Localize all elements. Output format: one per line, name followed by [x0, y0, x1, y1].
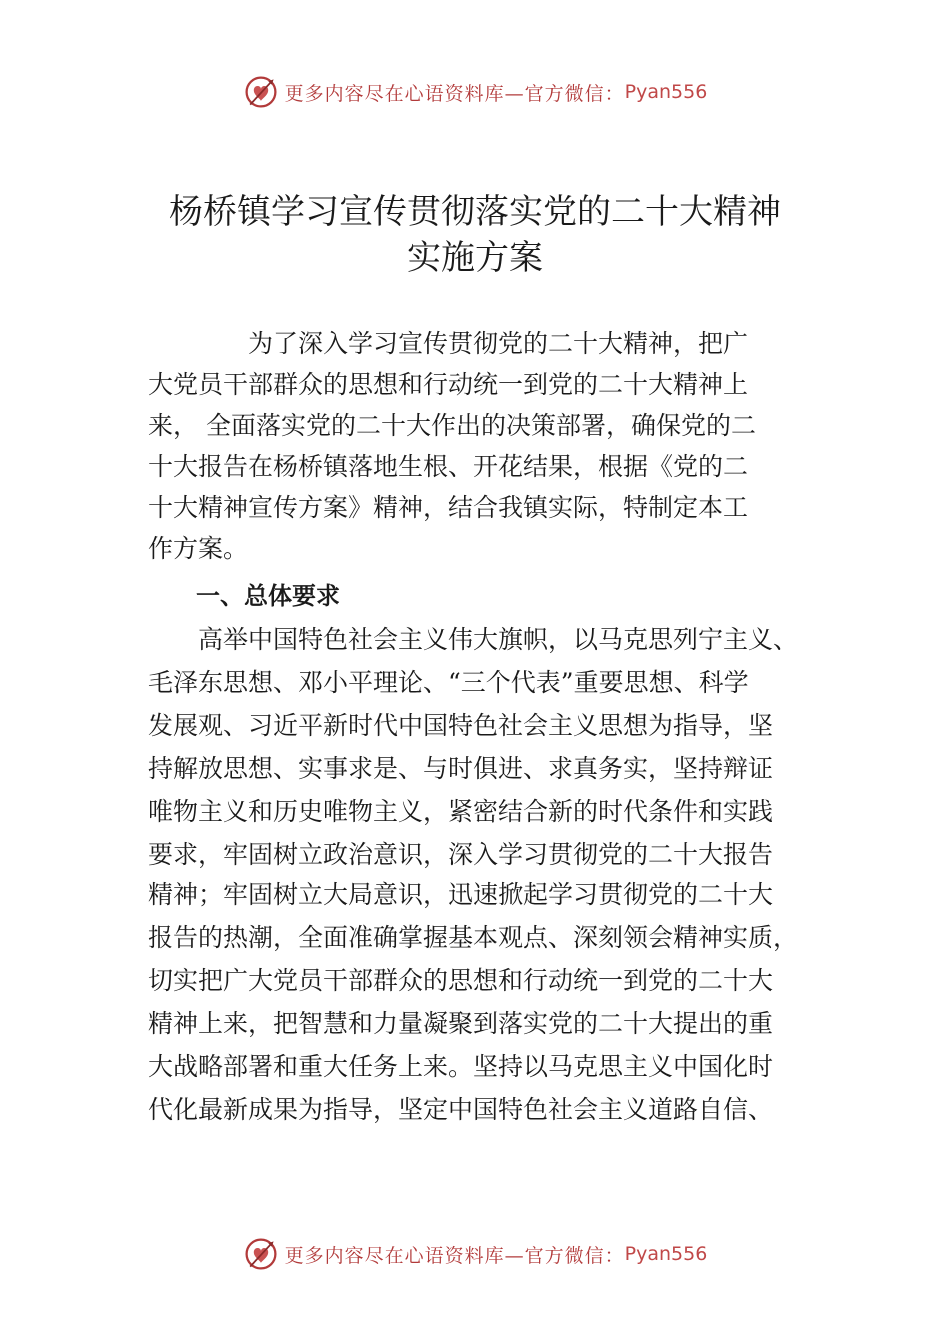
heart-quill-logo-icon: [243, 1236, 279, 1272]
body-line: 精神上来，把智慧和力量凝聚到落实党的二十大提出的重: [148, 1009, 774, 1038]
intro-line: 十大精神宣传方案》精神，结合我镇实际，特制定本工: [148, 493, 749, 522]
intro-line: 十大报告在杨桥镇落地生根、开花结果，根据《党的二: [148, 452, 749, 481]
header-banner: [0, 72, 950, 112]
body-line: 毛泽东思想、邓小平理论、“三个代表”重要思想、科学: [148, 668, 749, 697]
body-line: 发展观、习近平新时代中国特色社会主义思想为指导，坚: [148, 711, 774, 740]
section-heading: 一、总体要求: [196, 582, 340, 610]
heart-quill-logo-icon: [243, 74, 279, 110]
intro-line: 来， 全面落实党的二十大作出的决策部署，确保党的二: [148, 411, 756, 440]
body-line: 大战略部署和重大任务上来。坚持以马克思主义中国化时: [148, 1052, 774, 1081]
banner-wechat-id: Pyan556: [624, 81, 708, 103]
body-line: 精神；牢固树立大局意识，迅速掀起学习贯彻党的二十大: [148, 880, 774, 909]
body-line: 持解放思想、实事求是、与时俱进、求真务实，坚持辩证: [148, 754, 774, 783]
body-line: 高举中国特色社会主义伟大旗帜，以马克思列宁主义、: [198, 625, 799, 654]
body-line: 要求，牢固树立政治意识，深入学习贯彻党的二十大报告: [148, 840, 774, 869]
body-line: 切实把广大党员干部群众的思想和行动统一到党的二十大: [148, 966, 774, 995]
intro-line: 作方案。: [148, 534, 249, 563]
banner-wechat-id: Pyan556: [624, 1243, 708, 1265]
banner-text: 更多内容尽在心语资料库—官方微信：: [284, 82, 625, 105]
body-line: 报告的热潮，全面准确掌握基本观点、深刻领会精神实质，: [148, 923, 799, 952]
intro-line: 大党员干部群众的思想和行动统一到党的二十大精神上: [148, 370, 749, 399]
document-title-line-1: 杨桥镇学习宣传贯彻落实党的二十大精神: [169, 192, 781, 232]
banner-text: 更多内容尽在心语资料库—官方微信：: [284, 1244, 625, 1267]
body-line: 唯物主义和历史唯物主义，紧密结合新的时代条件和实践: [148, 797, 774, 826]
body-line: 代化最新成果为指导，坚定中国特色社会主义道路自信、: [148, 1095, 774, 1124]
footer-banner: [0, 1234, 950, 1274]
intro-line: 为了深入学习宣传贯彻党的二十大精神，把广: [248, 329, 749, 358]
document-title-line-2: 实施方案: [407, 238, 543, 278]
